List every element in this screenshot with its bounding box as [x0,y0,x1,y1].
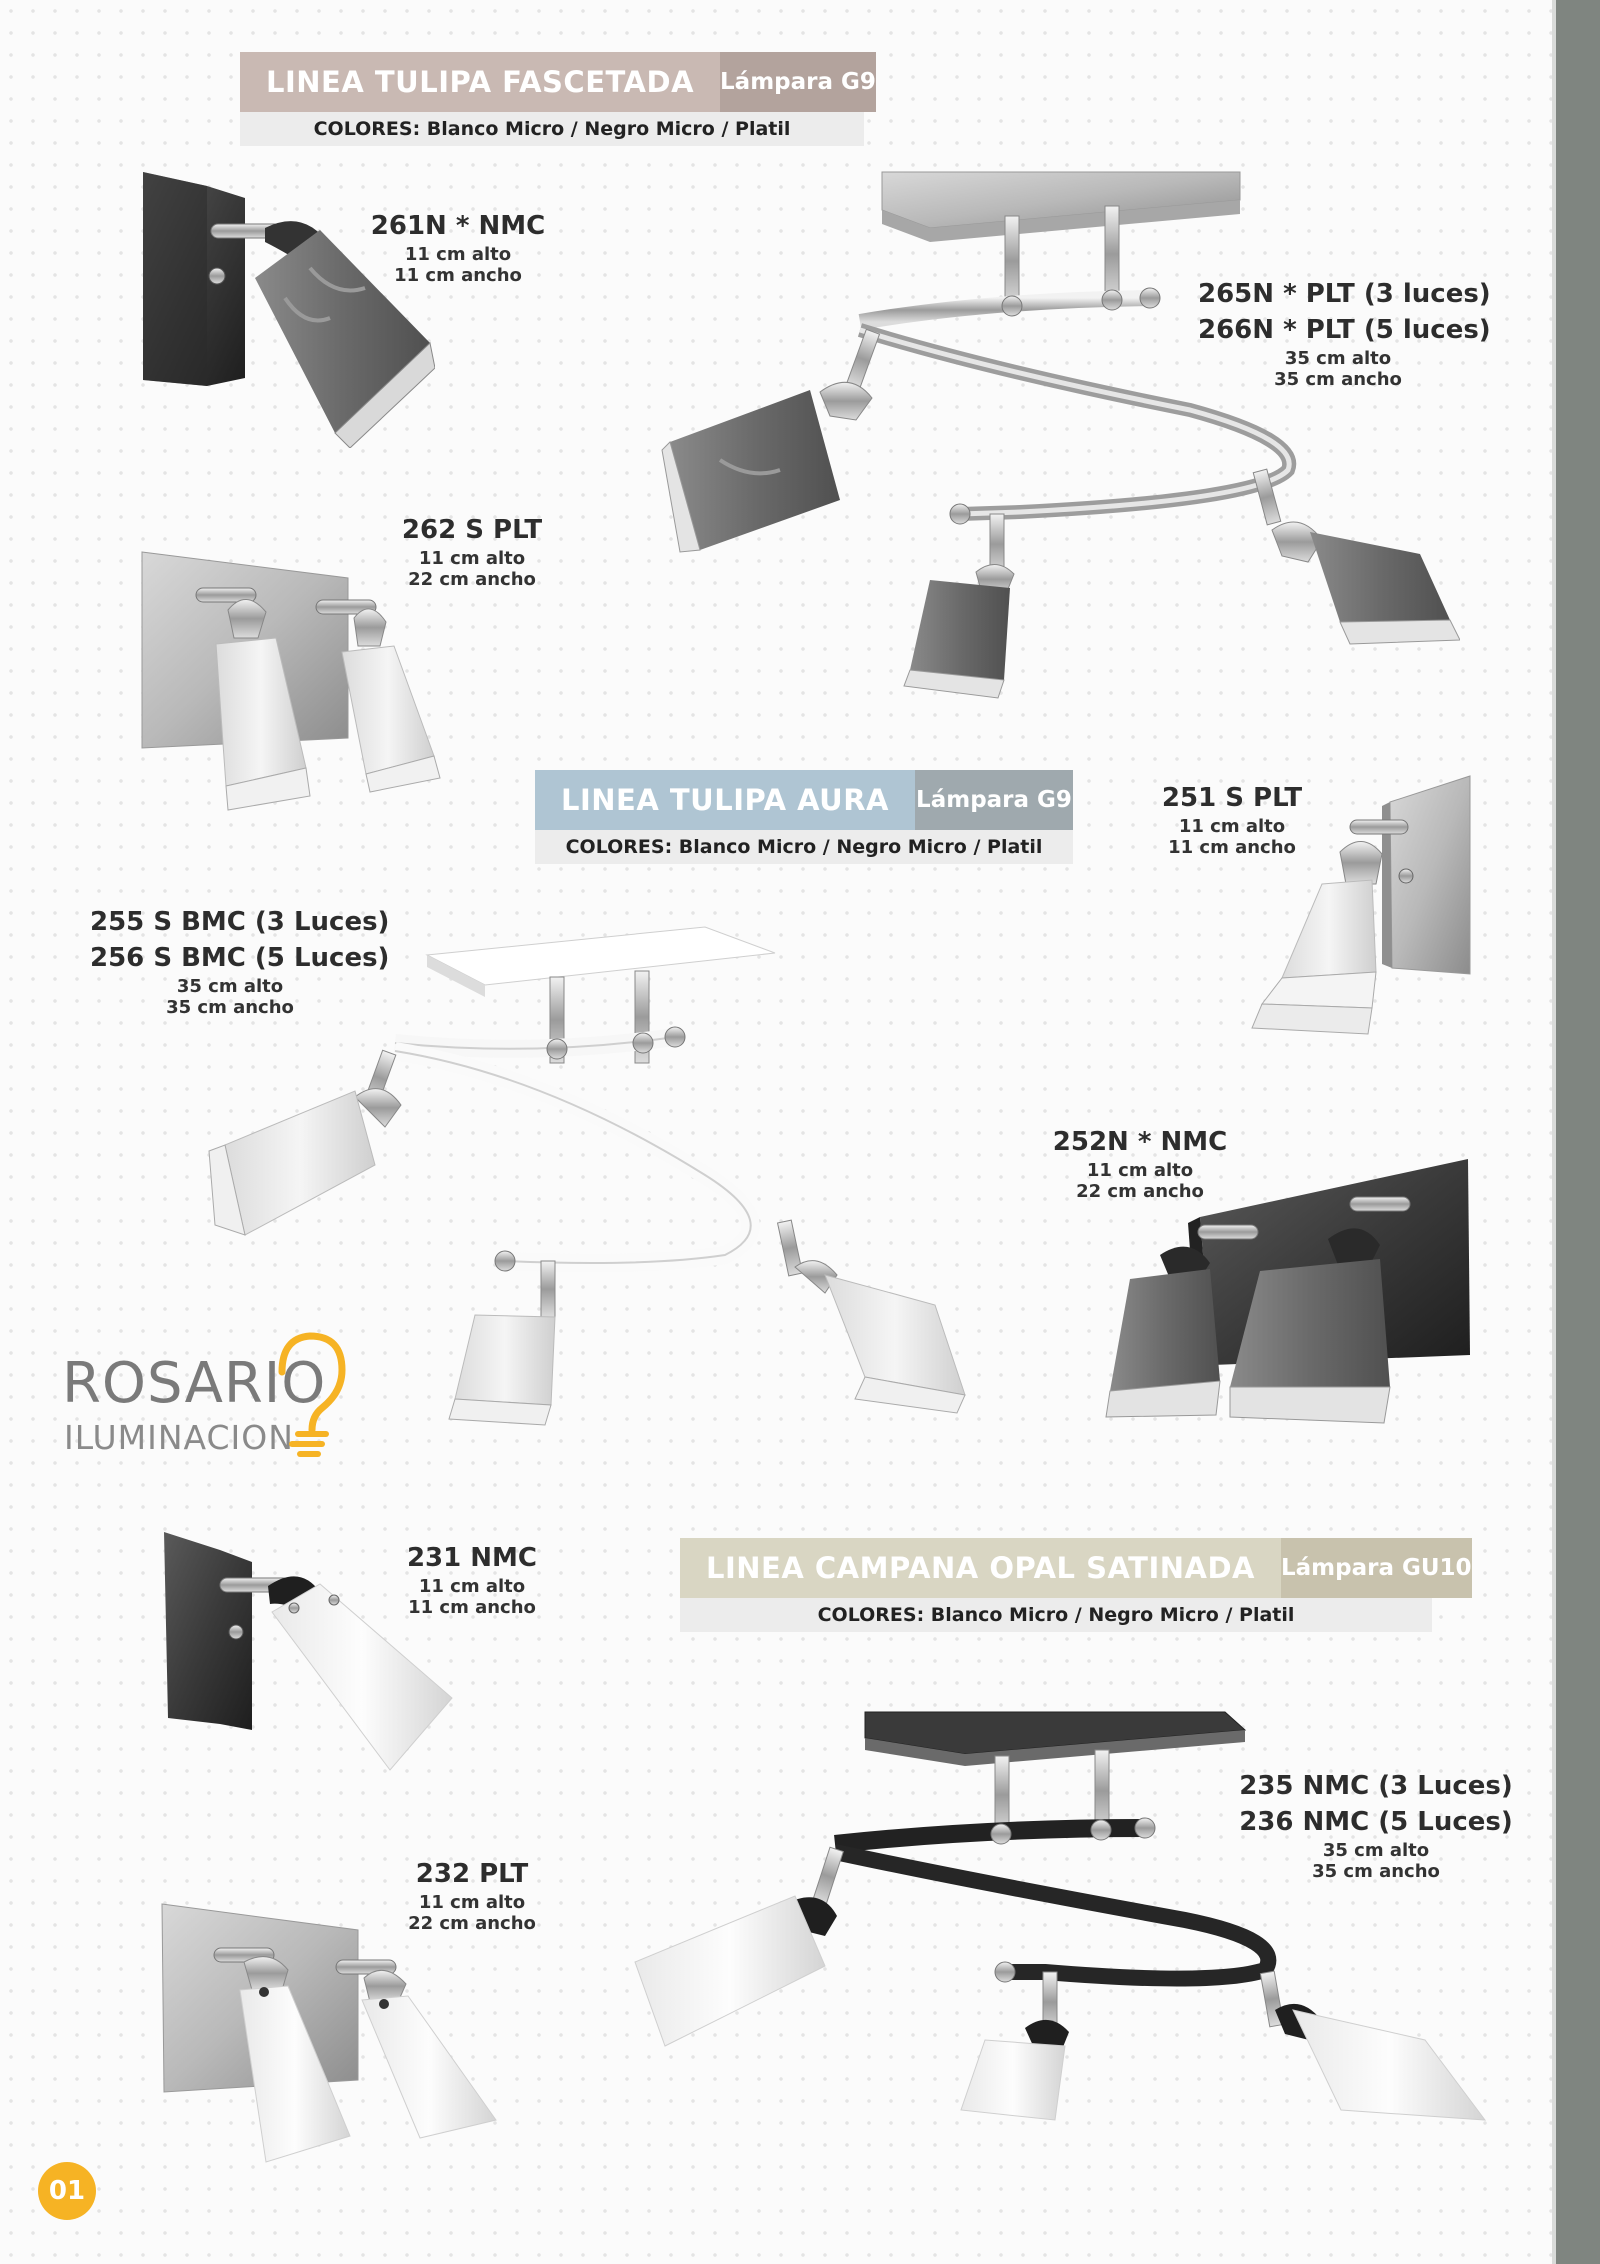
product-width: 11 cm ancho [408,1597,536,1618]
lamp-type: Lámpara GU10 [1281,1538,1472,1598]
product-code: 265N * PLT (3 luces) [1198,279,1491,309]
lamp-type: Lámpara G9 [915,770,1073,830]
product-code: 251 S PLT [1161,783,1303,813]
sidebar-band [1552,0,1600,2264]
product-height: 11 cm alto [1086,1160,1194,1181]
product-width: 35 cm ancho [1274,369,1402,390]
product-label-262 [382,512,562,590]
color-options: COLORES: Blanco Micro / Negro Micro / Platil [680,1598,1432,1632]
product-code-alt: 266N * PLT (5 luces) [1198,315,1491,345]
product-label-231 [382,1540,562,1618]
lightbulb-icon [262,1330,352,1460]
product-label-235-236 [1236,1768,1516,1882]
product-code: 252N * NMC [1052,1127,1228,1157]
product-height: 35 cm alto [1322,1840,1430,1861]
product-code: 231 NMC [406,1543,538,1573]
product-width: 35 cm ancho [166,997,294,1018]
product-label-265n-266n [1198,276,1491,390]
product-code: 232 PLT [415,1859,529,1889]
product-height: 11 cm alto [404,244,512,265]
product-height: 35 cm alto [1284,348,1392,369]
product-code-alt: 236 NMC (5 Luces) [1239,1807,1513,1837]
product-code: 235 NMC (3 Luces) [1239,1771,1513,1801]
line-name: LINEA CAMPANA OPAL SATINADA [680,1538,1281,1598]
line-name: LINEA TULIPA FASCETADA [240,52,720,112]
product-width: 22 cm ancho [1076,1181,1204,1202]
product-code: 261N * NMC [370,211,546,241]
line-name: LINEA TULIPA AURA [535,770,915,830]
product-height: 11 cm alto [418,548,526,569]
logo-brand-text: ROSARIO [62,1351,327,1416]
product-height: 35 cm alto [176,976,284,997]
page-number-badge: 01 [38,2162,96,2220]
product-label-255-256 [90,904,390,1018]
product-label-261n [368,208,548,286]
color-options: COLORES: Blanco Micro / Negro Micro / Platil [535,830,1073,864]
brand-logo [62,1330,362,1470]
product-height: 11 cm alto [418,1892,526,1913]
product-width: 11 cm ancho [394,265,522,286]
product-height: 11 cm alto [418,1576,526,1597]
product-label-252n [1050,1124,1230,1202]
product-width: 11 cm ancho [1168,837,1296,858]
lamp-type: Lámpara G9 [720,52,876,112]
product-width: 22 cm ancho [408,1913,536,1934]
section-banner-tulipa-fascetada [240,52,876,146]
product-label-251 [1142,780,1322,858]
color-options: COLORES: Blanco Micro / Negro Micro / Platil [240,112,864,146]
product-code-alt: 256 S BMC (5 Luces) [90,943,390,973]
product-code: 262 S PLT [401,515,543,545]
product-width: 22 cm ancho [408,569,536,590]
section-banner-campana-opal [680,1538,1472,1632]
product-height: 11 cm alto [1178,816,1286,837]
product-width: 35 cm ancho [1312,1861,1440,1882]
section-banner-tulipa-aura [535,770,1073,864]
product-code: 255 S BMC (3 Luces) [90,907,390,937]
lamp-232-illustration [158,1900,498,2170]
product-label-232 [382,1856,562,1934]
logo-sub-text: ILUMINACION [64,1418,294,1457]
lamp-265n-266n-illustration [660,170,1460,700]
